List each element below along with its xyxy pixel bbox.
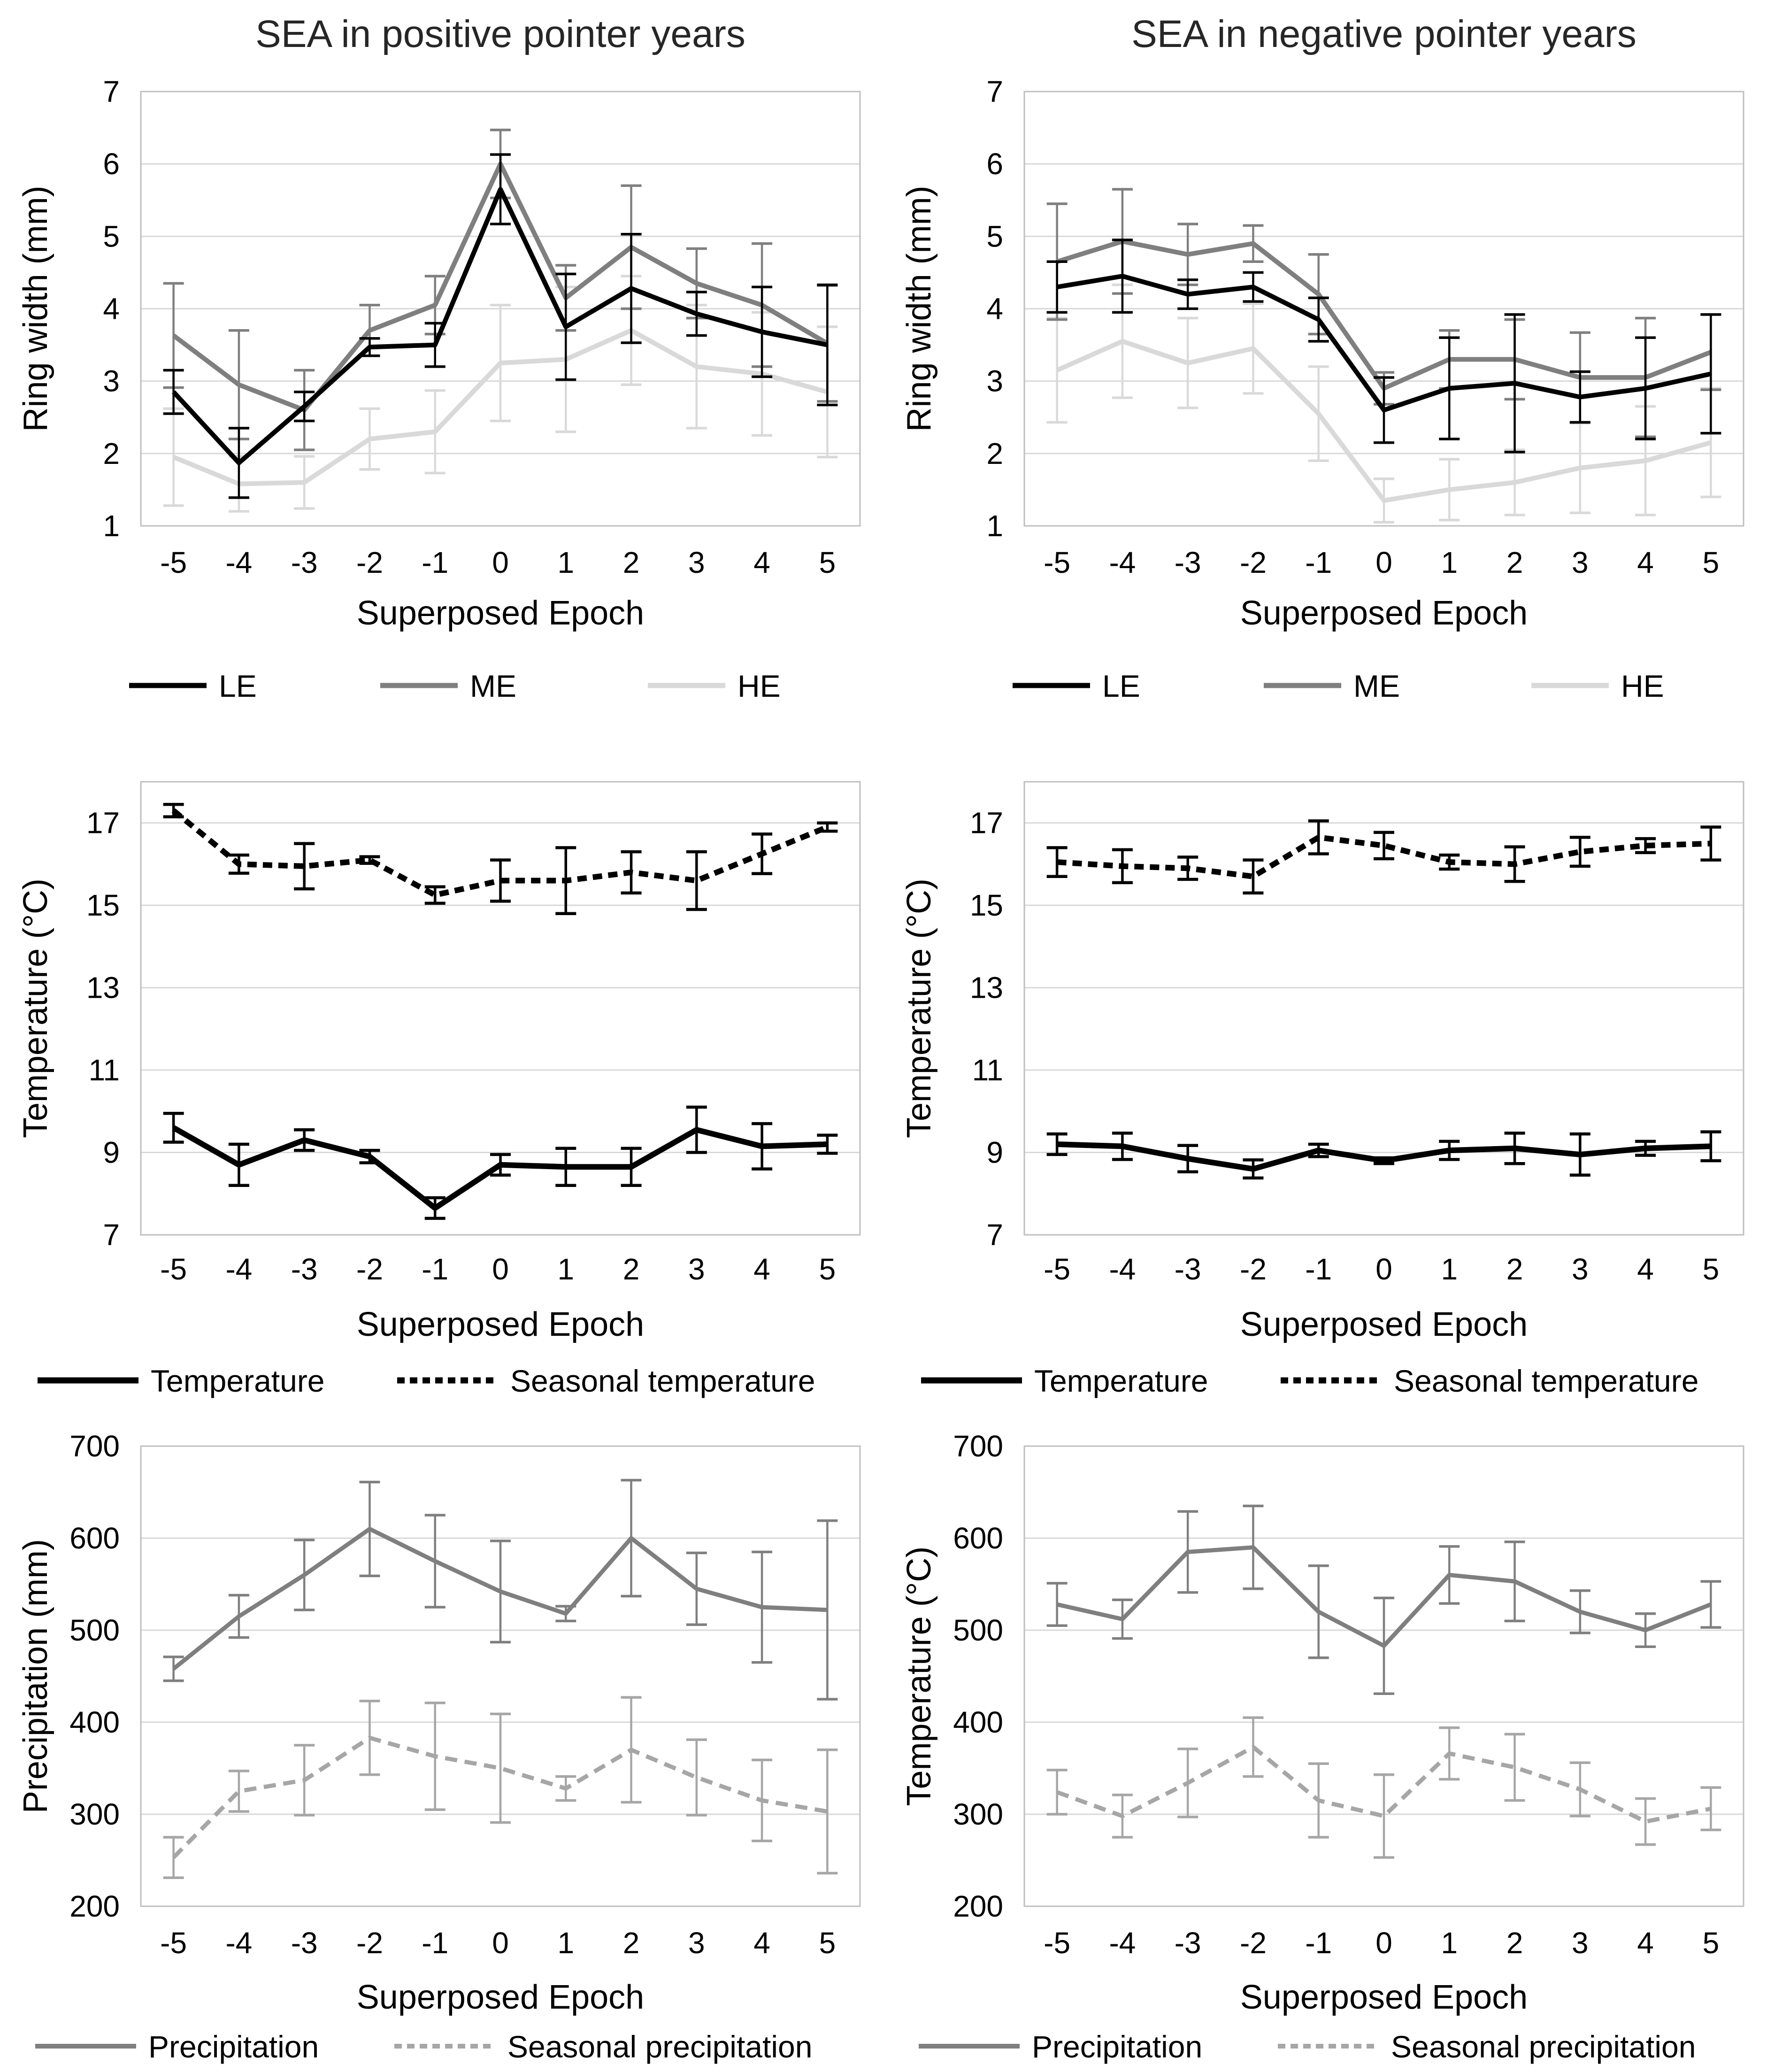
y-tick-label: 400: [69, 1705, 120, 1739]
x-tick-label: -1: [422, 546, 449, 579]
temperature-negative-chart: [884, 770, 1767, 1432]
ring-width-negative-chart: [884, 0, 1767, 770]
legend-item-seasonal-precipitation: [394, 2029, 812, 2064]
error-bar: [294, 1745, 315, 1815]
legend-label: Temperature: [1034, 1363, 1208, 1398]
x-axis-title: Superposed Epoch: [1240, 1979, 1528, 2016]
legend-item-seasonal-temperature: [1281, 1363, 1698, 1398]
x-tick-label: 4: [1637, 1926, 1654, 1960]
legend-label: Seasonal precipitation: [1391, 2029, 1696, 2064]
error-bar: [1112, 1795, 1133, 1837]
legend-item-seasonal-precipitation: [1278, 2029, 1696, 2064]
y-tick-label: 600: [953, 1521, 1003, 1555]
x-tick-label: -2: [1240, 1926, 1267, 1960]
error-bar: [229, 855, 249, 873]
error-bar: [1700, 1787, 1721, 1830]
error-bar: [1177, 1749, 1198, 1817]
x-tick-label: -1: [422, 1926, 449, 1960]
x-tick-label: -1: [1305, 546, 1332, 579]
error-bar: [294, 1540, 315, 1610]
error-bar: [425, 1515, 446, 1607]
x-tick-label: 1: [557, 1926, 575, 1960]
x-tick-label: 2: [622, 1926, 640, 1960]
error-bar: [490, 1541, 511, 1642]
error-bar: [163, 1837, 184, 1878]
legend-item-le: [129, 669, 257, 703]
y-tick-label: 4: [103, 292, 120, 326]
x-axis-title: Superposed Epoch: [1240, 594, 1528, 632]
y-tick-label: 1: [103, 509, 120, 543]
legend-label: HE: [738, 669, 781, 703]
y-tick-label: 7: [103, 75, 120, 108]
y-tick-label: 6: [986, 147, 1003, 181]
series-line-me: [1057, 241, 1711, 388]
legend-label: Seasonal temperature: [510, 1363, 815, 1398]
y-tick-label: 7: [103, 1218, 120, 1252]
error-bar: [1308, 1566, 1329, 1658]
chart-panel-ring-width-positive: [0, 0, 884, 770]
y-tick-label: 7: [986, 75, 1003, 108]
x-tick-label: -1: [422, 1252, 449, 1286]
x-tick-label: 2: [1506, 1926, 1523, 1960]
error-bar: [1439, 855, 1460, 869]
y-tick-label: 13: [969, 971, 1003, 1005]
x-tick-label: -5: [1044, 546, 1071, 579]
legend-item-seasonal-temperature: [397, 1363, 815, 1398]
y-axis-title: Ring width (mm): [900, 185, 938, 432]
error-bar: [229, 331, 249, 439]
error-bar: [1112, 850, 1133, 883]
y-axis-title: Temperature (°C): [900, 878, 938, 1138]
x-tick-label: 2: [1506, 1252, 1523, 1286]
y-tick-label: 700: [953, 1432, 1003, 1463]
x-tick-label: 2: [1506, 546, 1523, 579]
error-bar: [1700, 827, 1721, 860]
y-tick-label: 3: [103, 364, 120, 398]
x-tick-label: 4: [1637, 1252, 1654, 1286]
x-tick-label: -2: [1240, 546, 1267, 579]
chart-panel-precipitation-positive: [0, 1432, 884, 2072]
y-tick-label: 1: [986, 509, 1003, 543]
legend-label: Precipitation: [1032, 2029, 1203, 2064]
x-tick-label: 5: [1702, 1926, 1720, 1960]
x-tick-label: -5: [160, 546, 187, 579]
y-tick-label: 9: [986, 1135, 1003, 1170]
error-bar: [686, 1740, 707, 1815]
legend-item-me: [380, 669, 516, 703]
x-tick-label: 0: [492, 1252, 509, 1286]
x-axis-title: Superposed Epoch: [1240, 1306, 1528, 1343]
legend-item-me: [1264, 669, 1400, 703]
x-tick-label: 2: [622, 546, 640, 579]
x-tick-label: 5: [819, 1252, 836, 1286]
x-tick-label: -4: [1109, 1252, 1136, 1286]
x-tick-label: 0: [1375, 546, 1392, 579]
y-axis-title: Temperature (°C): [900, 1546, 938, 1806]
y-tick-label: 15: [86, 888, 120, 923]
y-tick-label: 2: [986, 436, 1003, 470]
error-bar: [1570, 1763, 1590, 1816]
chart-panel-ring-width-negative: [884, 0, 1767, 770]
y-tick-label: 5: [986, 219, 1003, 254]
x-tick-label: -1: [1305, 1926, 1332, 1960]
error-bar: [1243, 1718, 1263, 1776]
ring-width-positive-chart: [0, 0, 884, 770]
x-tick-label: 3: [688, 1252, 705, 1286]
y-tick-label: 300: [69, 1797, 120, 1831]
y-tick-label: 11: [972, 1053, 1003, 1087]
error-bar: [752, 1760, 772, 1841]
legend-label: HE: [1621, 669, 1664, 703]
y-tick-label: 17: [86, 806, 120, 840]
error-bar: [163, 1113, 184, 1142]
chart-title: SEA in negative pointer years: [1131, 13, 1636, 55]
x-tick-label: 1: [557, 546, 575, 579]
x-tick-label: 0: [492, 1926, 509, 1960]
x-tick-label: 4: [753, 1252, 770, 1286]
x-tick-label: 0: [1375, 1926, 1392, 1960]
legend-label: Seasonal precipitation: [507, 2029, 813, 2064]
x-tick-label: -4: [225, 546, 253, 579]
y-tick-label: 700: [69, 1432, 120, 1463]
y-tick-label: 7: [986, 1218, 1003, 1252]
legend-item-temperature: [921, 1363, 1208, 1398]
error-bar: [1374, 1598, 1394, 1694]
legend-label: Precipitation: [148, 2029, 319, 2064]
error-bar: [1047, 318, 1068, 423]
legend-item-temperature: [38, 1363, 325, 1398]
x-tick-label: -5: [160, 1926, 187, 1960]
x-tick-label: -2: [356, 546, 383, 579]
x-tick-label: 1: [1441, 546, 1458, 579]
x-tick-label: -4: [225, 1926, 253, 1960]
legend-item-precipitation: [919, 2029, 1202, 2064]
chart-title: SEA in positive pointer years: [255, 13, 745, 55]
x-tick-label: 0: [1375, 1252, 1392, 1286]
legend-label: LE: [1102, 669, 1140, 703]
x-tick-label: -3: [291, 1926, 318, 1960]
y-tick-label: 2: [103, 436, 120, 470]
legend-label: ME: [470, 669, 516, 703]
y-axis-title: Precipitation (mm): [17, 1539, 54, 1814]
y-tick-label: 600: [69, 1521, 120, 1555]
error-bar: [163, 408, 184, 506]
x-tick-label: 3: [1572, 546, 1589, 579]
x-tick-label: 4: [753, 546, 770, 579]
y-tick-label: 15: [969, 888, 1003, 923]
legend-label: Seasonal temperature: [1394, 1363, 1699, 1398]
y-tick-label: 13: [86, 971, 120, 1005]
error-bar: [1177, 857, 1198, 879]
x-tick-label: -2: [1240, 1252, 1267, 1286]
error-bar: [1308, 1764, 1329, 1837]
x-tick-label: -5: [1044, 1252, 1071, 1286]
x-tick-label: 3: [1572, 1252, 1589, 1286]
x-tick-label: 3: [1572, 1926, 1589, 1960]
x-tick-label: -2: [356, 1252, 383, 1286]
x-tick-label: 1: [1441, 1252, 1458, 1286]
precipitation-positive-chart: [0, 1432, 884, 2072]
y-tick-label: 6: [103, 147, 120, 181]
legend-label: Temperature: [151, 1363, 325, 1398]
x-tick-label: 5: [1702, 546, 1720, 579]
y-tick-label: 4: [986, 292, 1003, 326]
error-bar: [1505, 847, 1525, 882]
error-bar: [752, 834, 772, 873]
legend-item-le: [1013, 669, 1140, 703]
x-tick-label: -5: [1044, 1926, 1071, 1960]
x-tick-label: -2: [356, 1926, 383, 1960]
x-tick-label: 5: [1702, 1252, 1720, 1286]
x-tick-label: 3: [688, 546, 705, 579]
x-tick-label: 4: [753, 1926, 770, 1960]
chart-panel-precipitation-negative: [884, 1432, 1767, 2072]
error-bar: [555, 847, 576, 913]
legend-item-precipitation: [35, 2029, 319, 2064]
x-tick-label: 3: [688, 1926, 705, 1960]
x-tick-label: -4: [1109, 546, 1136, 579]
x-tick-label: 0: [492, 546, 509, 579]
y-tick-label: 200: [69, 1889, 120, 1923]
x-tick-label: 5: [819, 1926, 836, 1960]
y-tick-label: 500: [953, 1613, 1003, 1647]
x-tick-label: 4: [1637, 546, 1654, 579]
x-tick-label: -3: [291, 546, 318, 579]
error-bar: [359, 1482, 380, 1576]
legend-item-he: [1531, 669, 1664, 703]
y-axis-title: Ring width (mm): [17, 185, 54, 432]
error-bar: [1439, 1728, 1460, 1779]
y-tick-label: 3: [986, 364, 1003, 398]
x-tick-label: 5: [819, 546, 836, 579]
error-bar: [1047, 1770, 1068, 1814]
y-tick-label: 200: [953, 1889, 1003, 1923]
x-tick-label: 1: [557, 1252, 575, 1286]
precipitation-negative-chart: [884, 1432, 1767, 2072]
y-tick-label: 300: [953, 1797, 1003, 1831]
error-bar: [1700, 1581, 1721, 1627]
legend-item-he: [648, 669, 781, 703]
temperature-positive-chart: [0, 770, 884, 1432]
error-bar: [621, 1697, 642, 1802]
y-tick-label: 500: [69, 1613, 120, 1647]
y-tick-label: 17: [969, 806, 1003, 840]
plot-border: [141, 1446, 860, 1906]
error-bar: [229, 1595, 249, 1638]
x-axis-title: Superposed Epoch: [356, 1306, 645, 1343]
x-tick-label: -4: [225, 1252, 253, 1286]
x-axis-title: Superposed Epoch: [356, 594, 645, 632]
x-tick-label: 1: [1441, 1926, 1458, 1960]
chart-panel-temperature-positive: [0, 770, 884, 1432]
x-tick-label: 2: [622, 1252, 640, 1286]
error-bar: [490, 154, 511, 224]
y-tick-label: 5: [103, 219, 120, 254]
x-tick-label: -4: [1109, 1926, 1136, 1960]
chart-panel-temperature-negative: [884, 770, 1767, 1432]
x-axis-title: Superposed Epoch: [356, 1979, 645, 2016]
x-tick-label: -3: [1174, 1252, 1201, 1286]
x-tick-label: -3: [291, 1252, 318, 1286]
y-tick-label: 11: [88, 1053, 120, 1087]
error-bar: [555, 1777, 576, 1801]
x-tick-label: -3: [1174, 546, 1201, 579]
y-tick-label: 9: [103, 1135, 120, 1170]
y-axis-title: Temperature (°C): [17, 878, 54, 1138]
x-tick-label: -1: [1305, 1252, 1332, 1286]
y-tick-label: 400: [953, 1705, 1003, 1739]
x-tick-label: -5: [160, 1252, 187, 1286]
x-tick-label: -3: [1174, 1926, 1201, 1960]
legend-label: LE: [219, 669, 257, 703]
error-bar: [163, 370, 184, 414]
legend-label: ME: [1353, 669, 1400, 703]
